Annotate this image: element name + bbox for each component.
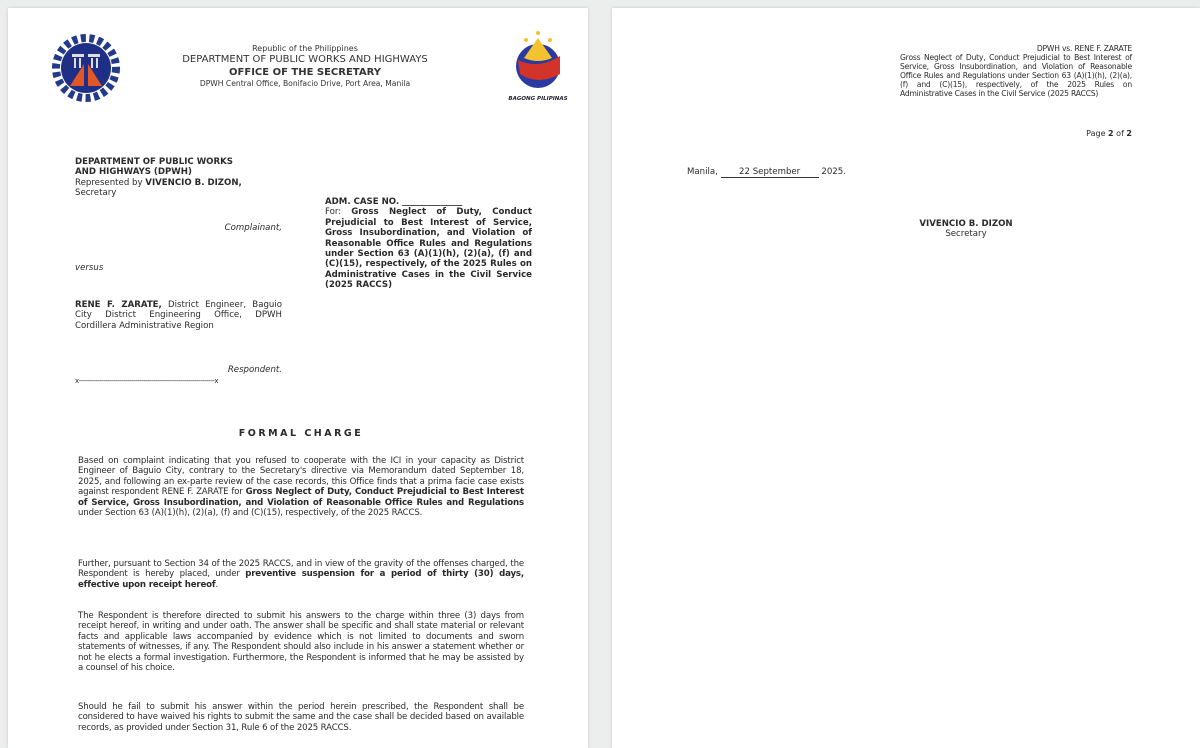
date-field: 22 September: [721, 167, 819, 178]
page-number: Page 2 of 2: [1086, 129, 1132, 138]
department-line: DEPARTMENT OF PUBLIC WORKS AND HIGHWAYS: [182, 54, 428, 65]
page-header: [900, 44, 1132, 98]
document-page-2: [612, 8, 1200, 748]
versus-label: versus: [75, 263, 104, 273]
dpwh-logo: [52, 34, 120, 102]
complainant-label: Complainant,: [224, 223, 282, 233]
bagong-pilipinas-logo: BAGONG PILIPINAS: [498, 30, 578, 102]
signature-block: [866, 219, 1066, 240]
respondent-label: Respondent.: [227, 365, 282, 375]
paragraph-2: Further, pursuant to Section 34 of the 2025 RACCS, and in view of the gravity of the offenses charged, the Respondent is hereby placed, under preventive suspension for a period of thirty (30) days, effective upon receipt hereof.: [78, 559, 525, 590]
signatory-name: VIVENCIO B. DIZON: [919, 219, 1013, 229]
address-line: DPWH Central Office, Bonifacio Drive, Port Area, Manila: [199, 79, 411, 88]
letterhead: [138, 44, 472, 88]
paragraph-3: The Respondent is therefore directed to submit his answers to the charge within three (3) days from receipt hereof, in writing and under oath. The answer shall be specific and shall state material or relevant facts and applicable laws accompanied by evidence which is not limited to documents and sworn statements of witnesses, if any. The Respondent should also include in his answer a statement whether or not he elects a formal investigation. Furthermore, the Respondent is informed that he may be assisted by a counsel of his choice.: [78, 611, 524, 674]
paragraph-1: Based on complaint indicating that you refused to cooperate with the ICI in your capacity as District Engineer of Baguio City, contrary to the Secretary's directive via Memorandum dated September 18, 2025, and following an ex-parte review of the case records, this Office finds that a prima facie case exists against respondent RENE F. ZARATE for Gross Neglect of Duty, Conduct Prejudicial to Best Interest of Service, Gross Insubordination, and Violation of Reasonable Office Rules and Regulations under Section 63 (A)(1)(h), (2)(a), (f) and (C)(15), respectively, of the 2025 RACCS.: [78, 456, 524, 519]
document-page-1: [8, 8, 588, 748]
case-block: ADM. CASE NO. ______________ For: Gross Neglect of Duty, Conduct Prejudicial to Best Interest of Service, Gross Insubordination, and Violation of Reasonable Office Rules and Regulations under Section 63 (A)(1)(h), (2)(a), (f) and (C)(15), respectively, of the 2025 Rules on Administrative Cases in the Civil Service (2025 RACCS): [325, 197, 533, 291]
republic-line: Republic of the Philippines: [252, 44, 358, 53]
place-date-line: Manila, 22 September 2025.: [687, 167, 846, 177]
case-caption: DPWH vs. RENE F. ZARATE: [1036, 44, 1132, 53]
paragraph-4: Should he fail to submit his answer within the period herein prescribed, the Respondent shall be considered to have waived his rights to submit the same and the case shall be decided based on available records, as provided under Section 31, Rule 6 of the 2025 RACCS.: [78, 702, 524, 733]
document-title: FORMAL CHARGE: [238, 428, 364, 439]
office-line: OFFICE OF THE SECRETARY: [229, 67, 381, 78]
respondent-block: RENE F. ZARATE, District Engineer, Baguio City District Engineering Office, DPWH Cordillera Administrative Region: [75, 300, 283, 331]
case-subject: Gross Neglect of Duty, Conduct Prejudicial to Best Interest of Service, Gross Insubordination, and Violation of Reasonable Office Rules and Regulations under Section 63 (A)(1)(h), (2)(a), (f) and (C)(15), respectively, of the 2025 Rules on Administrative Cases in the Civil Service (2025 RACCS): [900, 53, 1132, 98]
complainant-block: DEPARTMENT OF PUBLIC WORKS AND HIGHWAYS (DPWH) Represented by VIVENCIO B. DIZON, Secretary: [75, 157, 242, 199]
separator-line: x-------------------------------------------------------------------x: [75, 377, 219, 385]
signatory-title: Secretary: [945, 229, 987, 240]
